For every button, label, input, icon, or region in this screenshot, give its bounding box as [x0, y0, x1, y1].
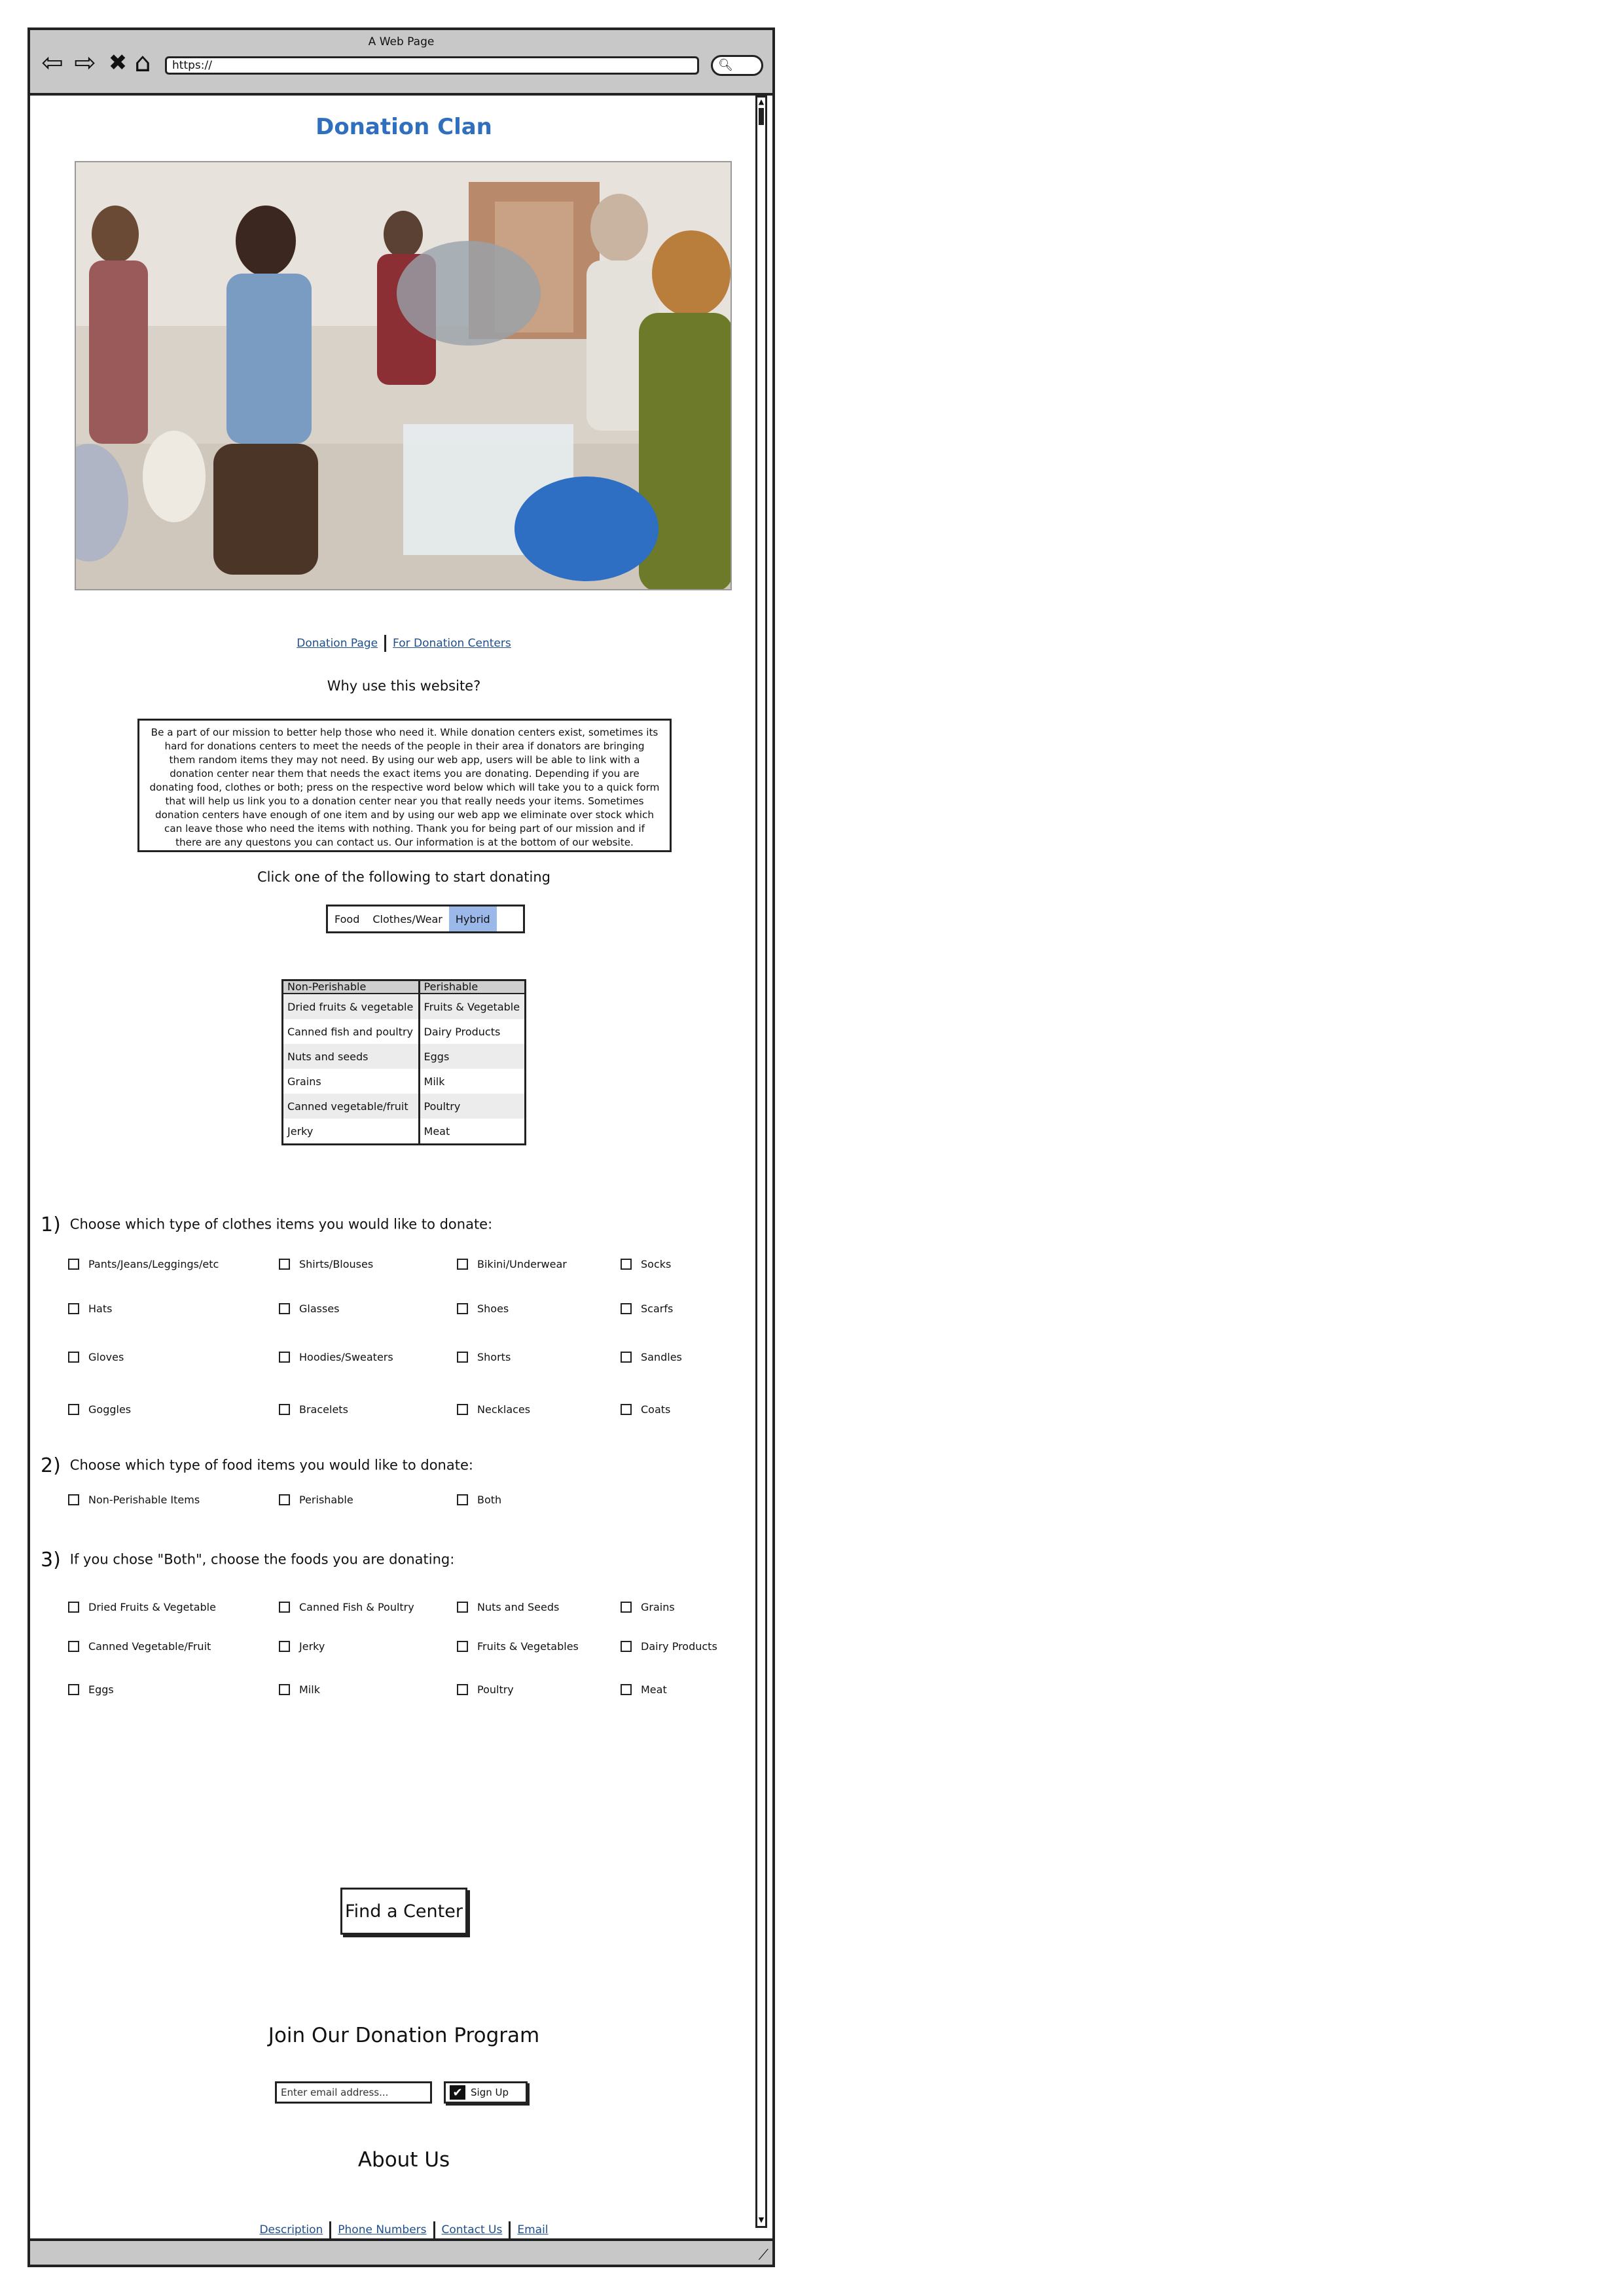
checkbox-dried-fruits[interactable]: [68, 1601, 216, 1613]
table-cell: Dairy Products: [419, 1019, 525, 1044]
divider: [329, 2221, 331, 2238]
contact-us-link[interactable]: Contact Us: [441, 2223, 503, 2236]
sign-up-label: Sign Up: [471, 2087, 509, 2098]
forward-arrow-icon[interactable]: ⇨: [74, 48, 96, 78]
checkbox-canned-fish[interactable]: [279, 1601, 414, 1613]
question-number: 3): [41, 1549, 61, 1571]
why-heading: Why use this website?: [327, 678, 481, 694]
checkbox-icon[interactable]: [457, 1352, 468, 1363]
scroll-up-icon[interactable]: ▲: [758, 98, 765, 106]
resize-grip-icon[interactable]: ⟋: [758, 2247, 768, 2263]
checkbox-shorts[interactable]: [457, 1351, 511, 1363]
checkbox-label: Jerky: [299, 1640, 325, 1653]
table-cell: Milk: [419, 1069, 525, 1094]
question-number: 1): [41, 1213, 61, 1236]
checkbox-label: Eggs: [88, 1683, 114, 1696]
table-row: [283, 1069, 526, 1094]
checkbox-label: Bikini/Underwear: [477, 1258, 567, 1270]
description-line: them random items they may not need. By using our web app, users will be able to link with a: [169, 754, 640, 766]
description-line: can leave those who need the items with nothing. Thank you for being part of our mission and if: [164, 823, 645, 834]
checkbox-label: Glasses: [299, 1302, 340, 1315]
checkbox-canned-vegetable[interactable]: [68, 1640, 211, 1653]
table-row: [283, 1044, 526, 1069]
checkbox-grains[interactable]: [621, 1601, 675, 1613]
checkbox-bracelets[interactable]: [279, 1403, 348, 1416]
checkbox-label: Grains: [641, 1601, 675, 1613]
question-text: Choose which type of food items you would like to donate:: [69, 1457, 473, 1473]
divider: [384, 635, 386, 652]
checkbox-label: Coats: [641, 1403, 671, 1416]
click-prompt: Click one of the following to start donating: [257, 869, 550, 885]
checkbox-icon[interactable]: [457, 1259, 468, 1270]
for-donation-centers-link[interactable]: For Donation Centers: [393, 637, 511, 650]
checkbox-label: Scarfs: [641, 1302, 674, 1315]
hero-image: [75, 161, 732, 590]
checkbox-icon[interactable]: [621, 1259, 632, 1270]
checkbox-icon[interactable]: [621, 1684, 632, 1695]
checkbox-eggs[interactable]: [68, 1683, 114, 1696]
checkbox-label: Shorts: [477, 1351, 511, 1363]
checkbox-icon[interactable]: [279, 1404, 290, 1415]
checkmark-icon: ✔: [450, 2085, 465, 2100]
checkbox-poultry[interactable]: [457, 1683, 514, 1696]
checkbox-label: Gloves: [88, 1351, 124, 1363]
checkbox-icon[interactable]: [457, 1684, 468, 1695]
question-3-heading: [41, 1549, 454, 1571]
checkbox-label: Pants/Jeans/Leggings/etc: [88, 1258, 219, 1270]
checkbox-icon[interactable]: [68, 1404, 79, 1415]
tab-clothes-wear[interactable]: Clothes/Wear: [372, 912, 442, 925]
checkbox-gloves[interactable]: [68, 1351, 124, 1363]
checkbox-label: Canned Fish & Poultry: [299, 1601, 414, 1613]
checkbox-icon[interactable]: [279, 1259, 290, 1270]
checkbox-nuts-seeds[interactable]: [457, 1601, 559, 1613]
tab-hybrid[interactable]: Hybrid: [449, 906, 497, 931]
checkbox-label: Socks: [641, 1258, 672, 1270]
checkbox-label: Dairy Products: [641, 1640, 717, 1653]
checkbox-milk[interactable]: [279, 1683, 320, 1696]
description-line: Be a part of our mission to better help those who need it. While donation centers exist, sometimes its: [151, 726, 659, 738]
checkbox-label: Necklaces: [477, 1403, 531, 1416]
description-line: there are any questons you can contact us. Our information is at the bottom of our website.: [175, 836, 634, 848]
checkbox-icon[interactable]: [621, 1352, 632, 1363]
checkbox-hoodies[interactable]: [279, 1351, 393, 1363]
checkbox-icon[interactable]: [279, 1352, 290, 1363]
table-cell: Nuts and seeds: [283, 1044, 420, 1069]
checkbox-label: Sandles: [641, 1351, 682, 1363]
checkbox-icon[interactable]: [68, 1303, 79, 1314]
home-icon[interactable]: ⌂: [134, 48, 151, 78]
description-box: [137, 719, 672, 852]
checkbox-icon[interactable]: [457, 1404, 468, 1415]
checkbox-dairy[interactable]: [621, 1640, 717, 1653]
search-box[interactable]: [711, 55, 763, 76]
checkbox-sandles[interactable]: [621, 1351, 682, 1363]
checkbox-necklaces[interactable]: [457, 1403, 530, 1416]
tab-food[interactable]: Food: [334, 912, 360, 925]
column-header: Non-Perishable: [283, 980, 420, 994]
email-field[interactable]: Enter email address...: [275, 2081, 432, 2104]
checkbox-icon[interactable]: [621, 1602, 632, 1613]
checkbox-label: Dried Fruits & Vegetable: [88, 1601, 216, 1613]
checkbox-label: Perishable: [299, 1494, 353, 1506]
checkbox-label: Canned Vegetable/Fruit: [88, 1640, 211, 1653]
table-cell: Canned fish and poultry: [283, 1019, 420, 1044]
checkbox-hats[interactable]: [68, 1302, 112, 1315]
checkbox-icon[interactable]: [68, 1641, 79, 1652]
checkbox-label: Nuts and Seeds: [477, 1601, 560, 1613]
checkbox-label: Non-Perishable Items: [88, 1494, 200, 1506]
checkbox-icon[interactable]: [621, 1404, 632, 1415]
question-text: Choose which type of clothes items you would like to donate:: [69, 1216, 493, 1232]
table-row: [283, 1019, 526, 1044]
question-number: 2): [41, 1454, 61, 1477]
checkbox-perishable[interactable]: [279, 1494, 353, 1506]
description-link[interactable]: Description: [259, 2223, 323, 2236]
footer-links: [30, 2221, 778, 2238]
description-line: donation centers have enough of one item and by using our web app we eliminate over stock which: [154, 809, 655, 821]
checkbox-scarfs[interactable]: [621, 1302, 673, 1315]
checkbox-icon[interactable]: [621, 1303, 632, 1314]
phone-numbers-link[interactable]: Phone Numbers: [338, 2223, 427, 2236]
primary-nav: [30, 635, 778, 652]
table-row: [283, 994, 526, 1019]
description-line: donating food, clothes or both; press on the respective word below which will take you to a quick form: [149, 781, 660, 793]
checkbox-label: Poultry: [477, 1683, 514, 1696]
scroll-down-icon[interactable]: ▼: [758, 2215, 765, 2224]
donation-type-tabs: [326, 905, 525, 933]
table-cell: Dried fruits & vegetable: [283, 994, 420, 1019]
checkbox-icon[interactable]: [457, 1494, 468, 1505]
find-center-button[interactable]: Find a Center: [340, 1888, 467, 1935]
question-text: If you chose "Both", choose the foods you are donating:: [69, 1551, 455, 1568]
checkbox-icon[interactable]: [279, 1684, 290, 1695]
table-cell: Jerky: [283, 1119, 420, 1145]
site-title: Donation Clan: [316, 114, 492, 140]
checkbox-icon[interactable]: [279, 1641, 290, 1652]
back-arrow-icon[interactable]: ⇦: [41, 48, 63, 78]
join-heading: Join Our Donation Program: [268, 2024, 540, 2047]
checkbox-bikini[interactable]: [457, 1258, 567, 1270]
status-bar: [30, 2238, 772, 2265]
table-cell: Poultry: [419, 1094, 525, 1119]
checkbox-icon[interactable]: [457, 1641, 468, 1652]
window-title: A Web Page: [368, 35, 435, 48]
table-cell: Grains: [283, 1069, 420, 1094]
column-header: Perishable: [419, 980, 525, 994]
checkbox-label: Fruits & Vegetables: [477, 1640, 579, 1653]
checkbox-icon[interactable]: [68, 1684, 79, 1695]
checkbox-icon[interactable]: [68, 1494, 79, 1505]
checkbox-shirts[interactable]: [279, 1258, 373, 1270]
checkbox-icon[interactable]: [68, 1352, 79, 1363]
table-row: [283, 1119, 526, 1145]
question-2-heading: [41, 1454, 473, 1477]
sign-up-button[interactable]: [444, 2081, 528, 2104]
checkbox-fruits-vegetables[interactable]: [457, 1640, 579, 1653]
close-icon[interactable]: ✖: [108, 50, 128, 76]
checkbox-non-perishable[interactable]: [68, 1494, 200, 1506]
checkbox-icon[interactable]: [457, 1303, 468, 1314]
checkbox-icon[interactable]: [279, 1494, 290, 1505]
description-line: hard for donations centers to meet the needs of the people in their area if donators are bringing: [164, 740, 645, 752]
checkbox-label: Shoes: [477, 1302, 509, 1315]
browser-toolbar: [30, 30, 772, 96]
checkbox-label: Milk: [299, 1683, 320, 1696]
url-bar[interactable]: https://: [165, 56, 699, 75]
table-cell: Eggs: [419, 1044, 525, 1069]
description-line: donation center near them that needs the exact items you are donating. Depending if you are: [170, 768, 640, 780]
donation-page-link[interactable]: Donation Page: [297, 637, 378, 650]
checkbox-icon[interactable]: [68, 1259, 79, 1270]
email-link[interactable]: Email: [517, 2223, 549, 2236]
checkbox-label: Shirts/Blouses: [299, 1258, 374, 1270]
checkbox-label: Hats: [88, 1302, 113, 1315]
food-table: [281, 979, 526, 1145]
checkbox-icon[interactable]: [621, 1641, 632, 1652]
vertical-scrollbar[interactable]: [755, 96, 767, 2228]
checkbox-icon[interactable]: [68, 1602, 79, 1613]
checkbox-meat[interactable]: [621, 1683, 667, 1696]
checkbox-icon[interactable]: [279, 1602, 290, 1613]
checkbox-socks[interactable]: [621, 1258, 671, 1270]
checkbox-pants[interactable]: [68, 1258, 219, 1270]
checkbox-goggles[interactable]: [68, 1403, 131, 1416]
table-cell: Fruits & Vegetable: [419, 994, 525, 1019]
search-icon: 🔍︎: [718, 58, 733, 72]
checkbox-both[interactable]: [457, 1494, 501, 1506]
divider: [509, 2221, 511, 2238]
description-line: that will help us link you to a donation center near you that really needs your items. Sometimes: [165, 795, 644, 807]
table-row: [283, 1094, 526, 1119]
checkbox-label: Bracelets: [299, 1403, 348, 1416]
checkbox-label: Goggles: [88, 1403, 132, 1416]
checkbox-icon[interactable]: [457, 1602, 468, 1613]
table-cell: Meat: [419, 1119, 525, 1145]
question-1-heading: [41, 1213, 492, 1236]
table-cell: Canned vegetable/fruit: [283, 1094, 420, 1119]
checkbox-label: Both: [477, 1494, 502, 1506]
checkbox-shoes[interactable]: [457, 1302, 509, 1315]
browser-window: [27, 27, 775, 2267]
checkbox-coats[interactable]: [621, 1403, 670, 1416]
checkbox-jerky[interactable]: [279, 1640, 325, 1653]
about-heading: About Us: [357, 2148, 450, 2172]
checkbox-glasses[interactable]: [279, 1302, 340, 1315]
divider: [433, 2221, 435, 2238]
checkbox-icon[interactable]: [279, 1303, 290, 1314]
checkbox-label: Meat: [641, 1683, 667, 1696]
checkbox-label: Hoodies/Sweaters: [299, 1351, 393, 1363]
table-header-row: [283, 980, 526, 994]
